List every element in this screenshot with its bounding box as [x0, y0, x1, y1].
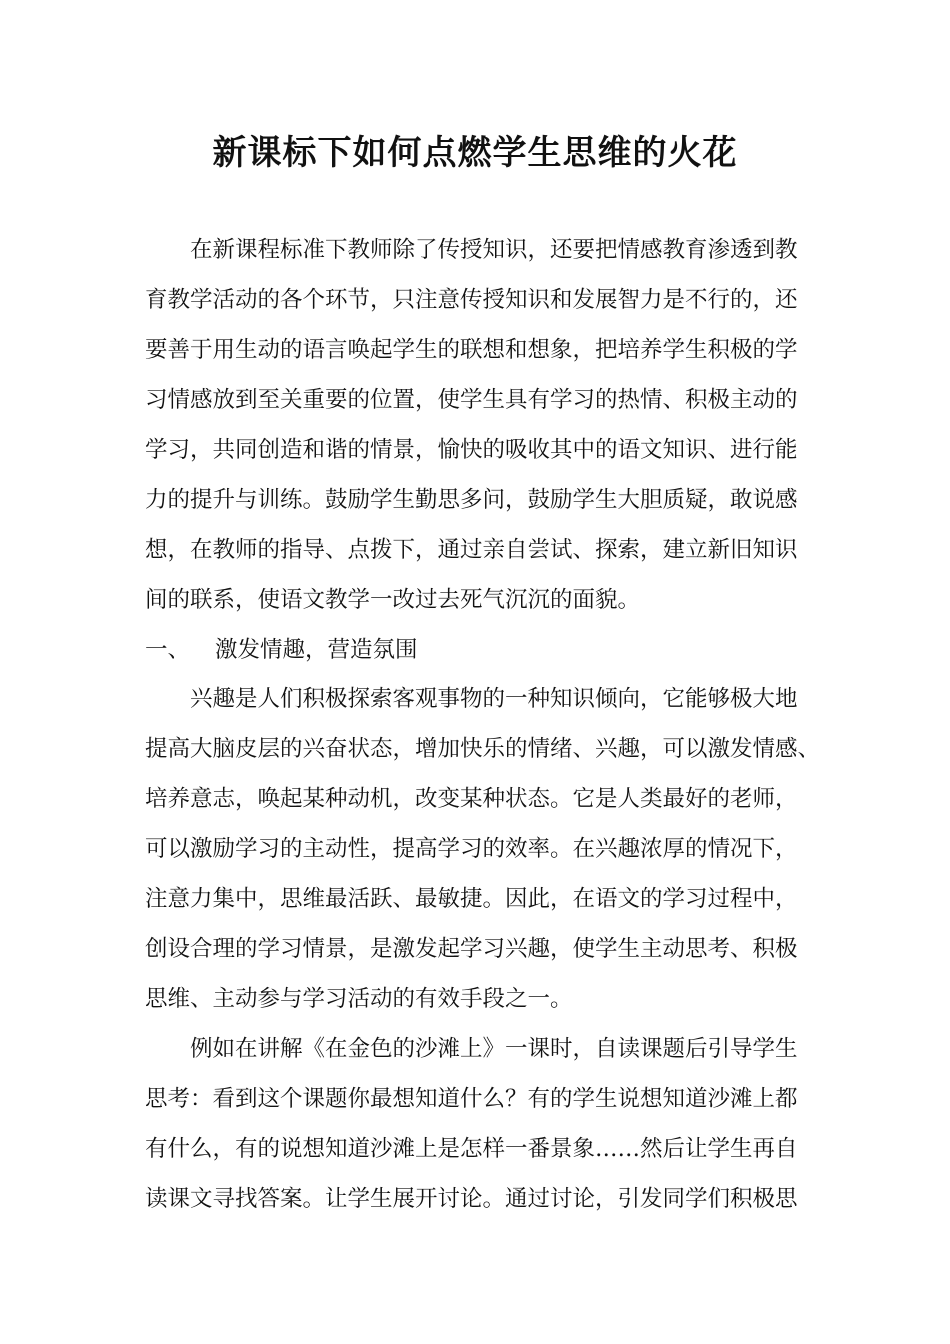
paragraph-line: 例如在讲解《在金色的沙滩上》一课时，自读课题后引导学生 — [190, 1036, 798, 1062]
section-heading: 激发情趣，营造氛围 — [215, 637, 418, 663]
paragraph-line: 有什么，有的说想知道沙滩上是怎样一番景象……然后让学生再自 — [145, 1136, 798, 1162]
paragraph-line: 提高大脑皮层的兴奋状态，增加快乐的情绪、兴趣，可以激发情感、 — [145, 736, 821, 762]
paragraph-line: 习情感放到至关重要的位置，使学生具有学习的热情、积极主动的 — [145, 387, 798, 413]
document-title: 新课标下如何点燃学生思维的火花 — [212, 133, 738, 173]
paragraph-line: 读课文寻找答案。让学生展开讨论。通过讨论，引发同学们积极思 — [145, 1186, 798, 1212]
paragraph-line: 要善于用生动的语言唤起学生的联想和想象，把培养学生积极的学 — [145, 337, 798, 363]
paragraph-line: 思维、主动参与学习活动的有效手段之一。 — [145, 986, 573, 1012]
paragraph-line: 注意力集中，思维最活跃、最敏捷。因此，在语文的学习过程中， — [145, 886, 798, 912]
paragraph-line: 力的提升与训练。鼓励学生勤思多问，鼓励学生大胆质疑，敢说感 — [145, 487, 798, 513]
paragraph-line: 想，在教师的指导、点拨下，通过亲自尝试、探索，建立新旧知识 — [145, 537, 798, 563]
paragraph-line: 学习，共同创造和谐的情景，愉快的吸收其中的语文知识、进行能 — [145, 437, 798, 463]
paragraph-line: 思考：看到这个课题你最想知道什么？有的学生说想知道沙滩上都 — [145, 1086, 798, 1112]
paragraph-line: 可以激励学习的主动性，提高学习的效率。在兴趣浓厚的情况下， — [145, 836, 798, 862]
paragraph-line: 间的联系，使语文教学一改过去死气沉沉的面貌。 — [145, 587, 641, 613]
paragraph-line: 兴趣是人们积极探索客观事物的一种知识倾向，它能够极大地 — [190, 686, 798, 712]
paragraph-line: 育教学活动的各个环节，只注意传授知识和发展智力是不行的，还 — [145, 287, 798, 313]
section-number: 一、 — [145, 637, 191, 663]
paragraph-line: 创设合理的学习情景，是激发起学习兴趣，使学生主动思考、积极 — [145, 936, 798, 962]
paragraph-line: 培养意志，唤起某种动机，改变某种状态。它是人类最好的老师， — [145, 786, 798, 812]
paragraph-line: 在新课程标准下教师除了传授知识，还要把情感教育渗透到教 — [190, 237, 798, 263]
